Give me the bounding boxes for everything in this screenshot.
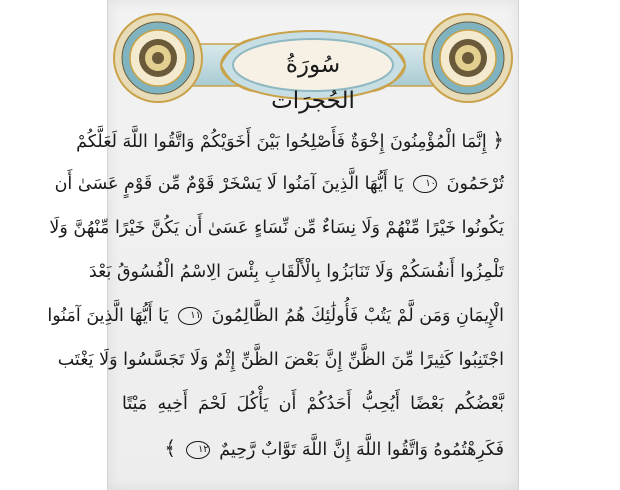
verse-line bbox=[122, 426, 504, 470]
verse-line bbox=[76, 118, 504, 162]
verse-text: يَكُونُوا خَيْرًا مِّنْهُمْ وَلَا نِسَاءٌ مِّن نِّسَاءٍ عَسَىٰ أَن يَكُنَّ خَيْرًا مِّنْهُنَّ وَلَا bbox=[49, 218, 504, 238]
surah-header bbox=[108, 0, 518, 114]
verse-text: اجْتَنِبُوا كَثِيرًا مِّنَ الظَّنِّ إِنَّ بَعْضَ الظَّنِّ إِثْمٌ وَلَا تَجَسَّسُوا وَلَا يَغْتَب bbox=[57, 350, 504, 370]
ornate-bracket: ﴿ bbox=[492, 128, 504, 152]
verse-text: تَلْمِزُوا أَنفُسَكُمْ وَلَا تَنَابَزُوا بِالْأَلْقَابِ بِئْسَ الِاسْمُ الْفُسُوقُ بَعْدَ bbox=[88, 262, 504, 282]
verse-text: تُرْحَمُونَ bbox=[446, 174, 504, 194]
ayah-number-marker: ١١ bbox=[178, 307, 202, 325]
verse-text: يَا أَيُّهَا الَّذِينَ آمَنُوا لَا يَسْخَرْ قَوْمٌ مِّن قَوْمٍ عَسَىٰ أَن bbox=[54, 174, 404, 194]
verse-line bbox=[49, 206, 504, 250]
ornate-bracket: ﴾ bbox=[164, 436, 177, 460]
mushaf-page bbox=[47, 0, 519, 490]
verse-line bbox=[57, 338, 504, 382]
verse-text: بَّعْضُكُم بَعْضًا أَيُحِبُّ أَحَدُكُمْ أَن يَأْكُلَ لَحْمَ أَخِيهِ مَيْتًا bbox=[122, 394, 504, 414]
right-rosette bbox=[424, 14, 512, 102]
verse-line bbox=[88, 250, 504, 294]
verse-line bbox=[122, 382, 504, 426]
verse-text: فَكَرِهْتُمُوهُ وَاتَّقُوا اللَّهَ إِنَّ اللَّهَ تَوَّابٌ رَّحِيمٌ bbox=[219, 440, 504, 460]
surah-title: سُورَةُ الحُجرَات bbox=[271, 52, 355, 114]
left-rosette bbox=[114, 14, 202, 102]
ayah-number-marker: ١٢ bbox=[186, 441, 210, 459]
verse-text: يَا أَيُّهَا الَّذِينَ آمَنُوا bbox=[47, 306, 169, 326]
verse-line bbox=[54, 162, 504, 206]
verse-text: الْإِيمَانِ وَمَن لَّمْ يَتُبْ فَأُولَٰئِكَ هُمُ الظَّالِمُونَ bbox=[211, 306, 504, 326]
ayah-number-marker: ١٠ bbox=[413, 175, 437, 193]
verse-line bbox=[47, 294, 504, 338]
verse-text: إِنَّمَا الْمُؤْمِنُونَ إِخْوَةٌ فَأَصْلِحُوا بَيْنَ أَخَوَيْكُمْ وَاتَّقُوا اللَّهَ لَعَلَّكُمْ bbox=[76, 132, 487, 152]
